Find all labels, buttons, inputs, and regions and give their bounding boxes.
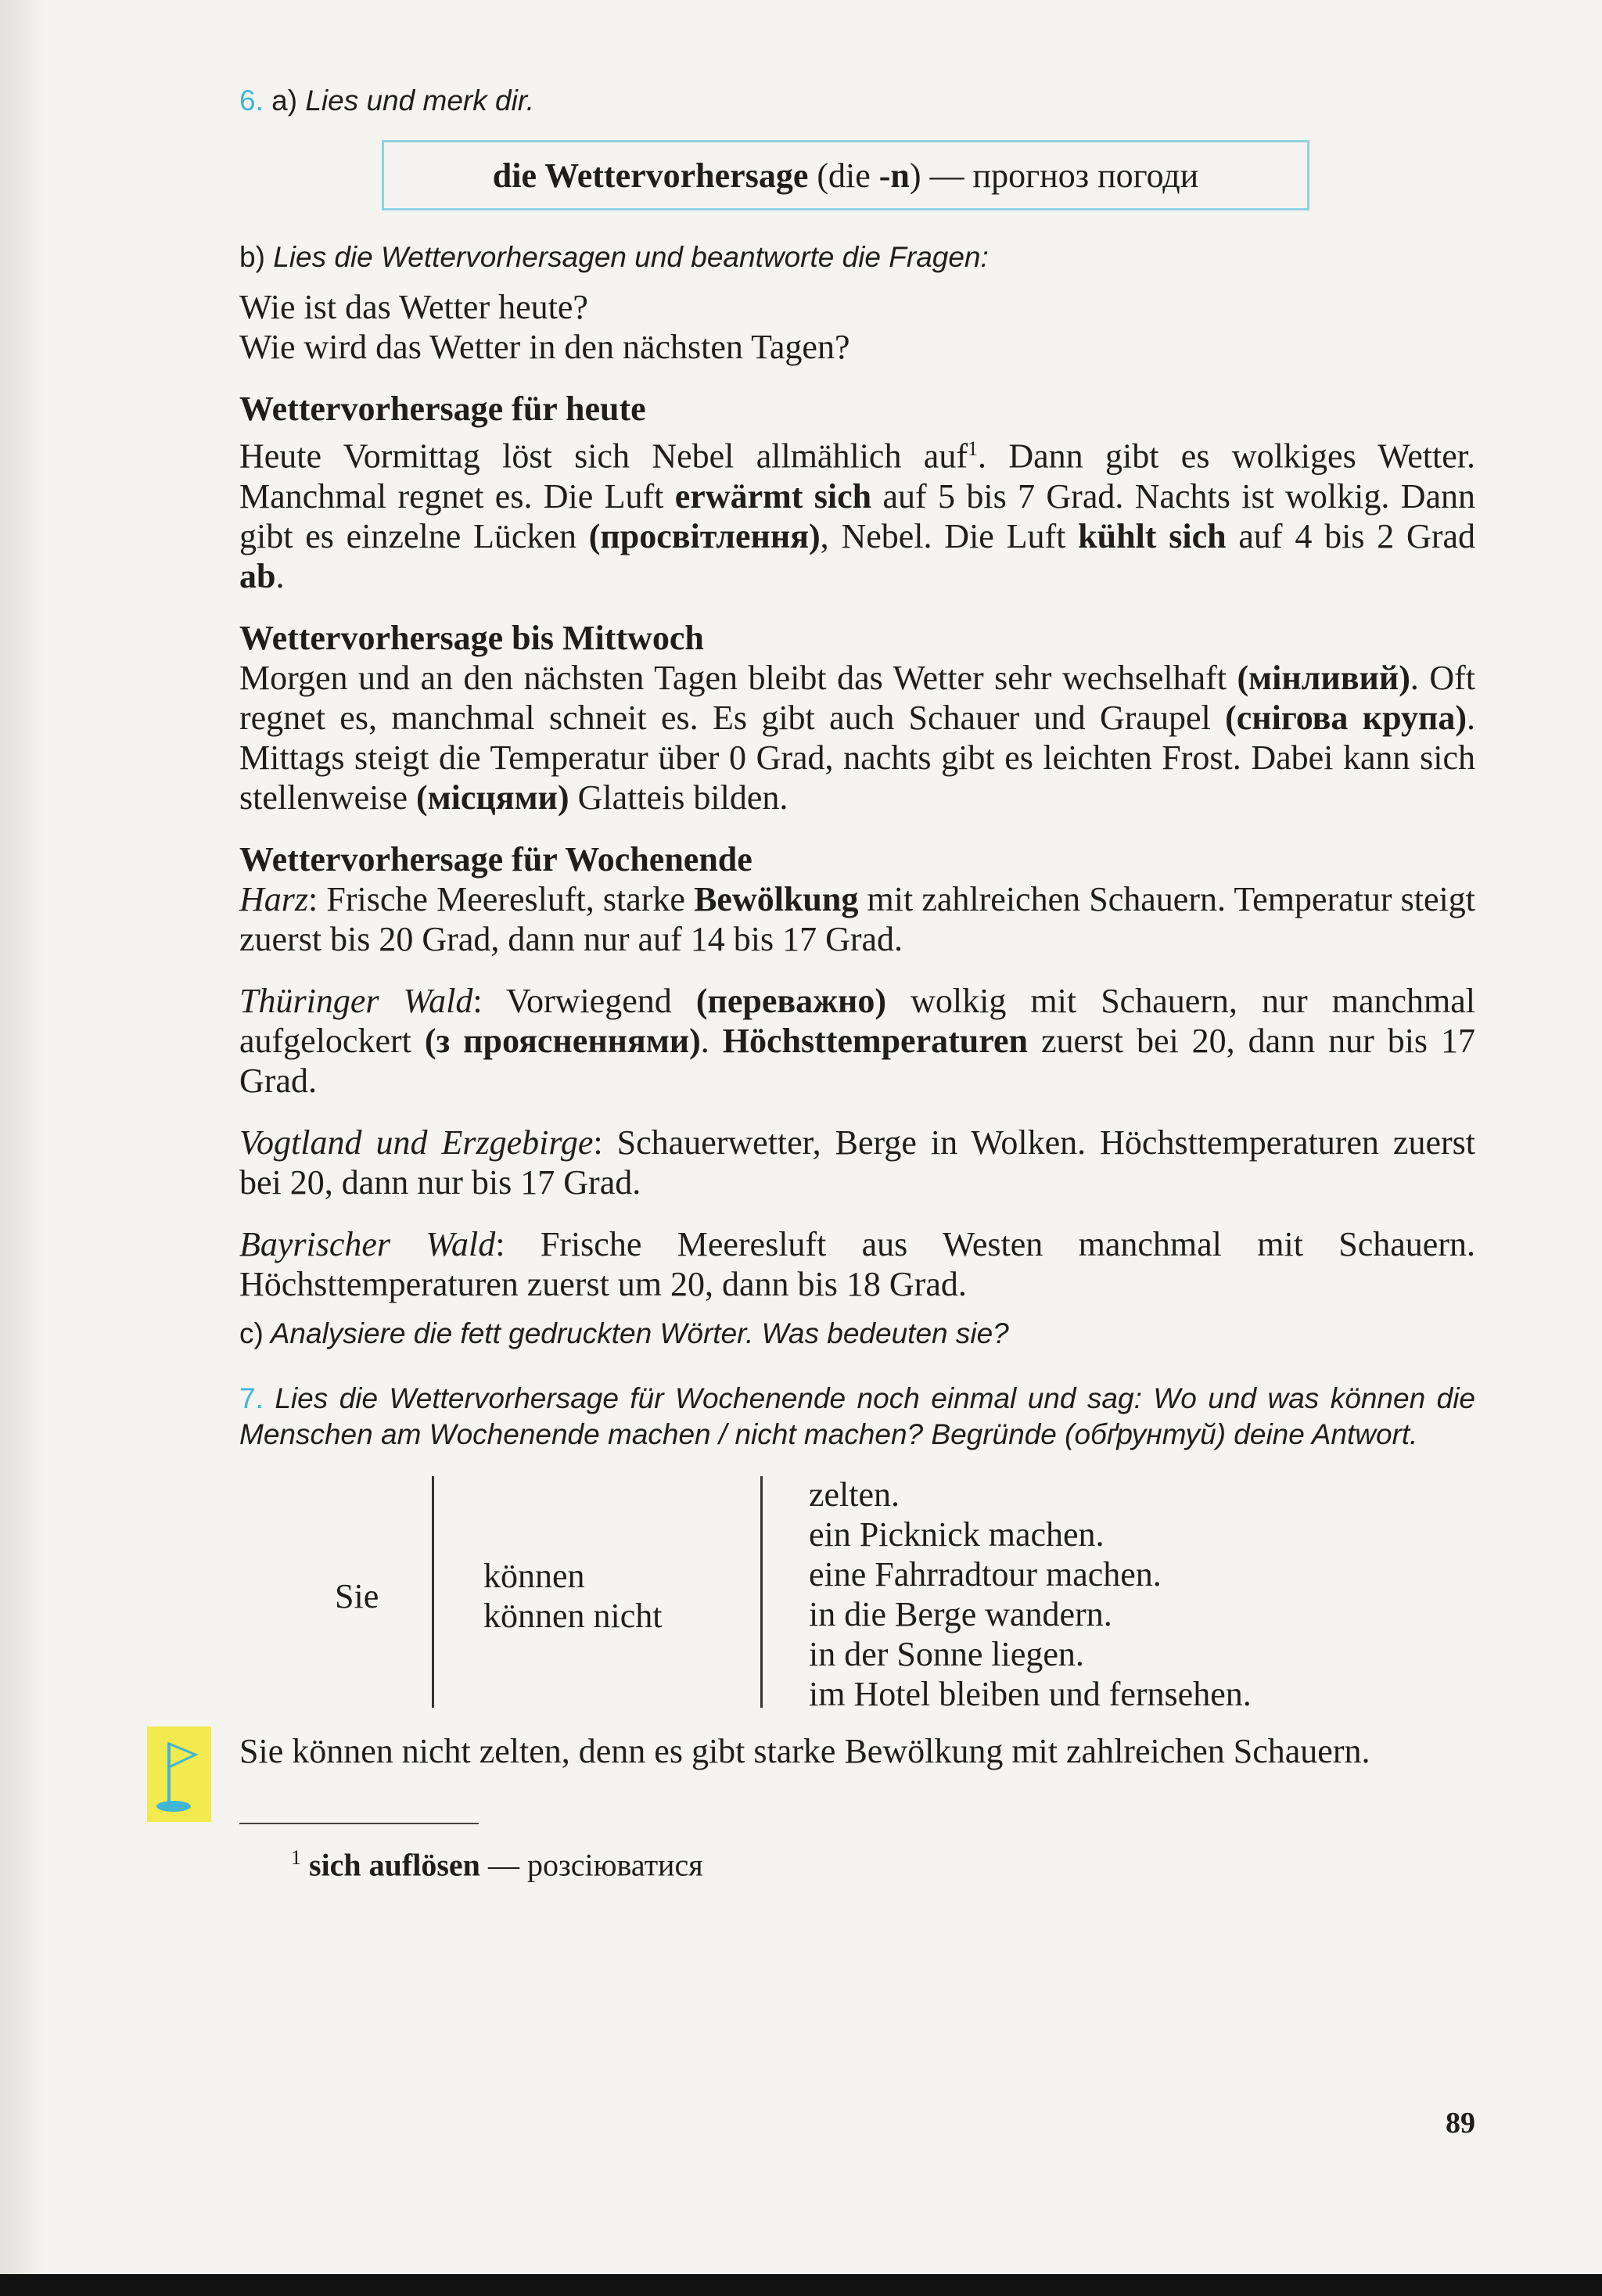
page-content <box>239 82 1475 1885</box>
table-subject: Sie <box>335 1576 379 1615</box>
bottom-border <box>0 2274 1602 2296</box>
forecast-text-today: Heute Vormittag löst sich Nebel allmählich auf$^1$. Dann gibt es wolkiges Wetter. Manchmal regnet es. Die Luft erwärmt sich auf 5 bis 7 Grad. Nachts ist wolkig. Dann gibt es einzelne Lücken (просвітлення), Nebel. Die Luft kühlt sich auf 4 bis 2 Grad ab. <box>239 437 1476 595</box>
forecast-heading-today: Wettervorhersage für heute <box>239 390 646 428</box>
instruction-text: Analysiere die fett gedruckten Wörter. Was bedeuten sie? <box>270 1317 1009 1349</box>
question-2: Wie wird das Wetter in den nächsten Tagen? <box>239 328 850 366</box>
footnote-ref: 1 <box>967 437 978 460</box>
substitution-table <box>239 1476 1475 1711</box>
page-number: 89 <box>1446 2107 1475 2140</box>
table-activity: in die Berge wandern. <box>809 1594 1112 1633</box>
forecast-heading-weekend: Wettervorhersage für Wochenende <box>239 839 753 879</box>
table-activity: eine Fahrradtour machen. <box>809 1554 1162 1594</box>
forecast-text-wednesday: Morgen und an den nächsten Tagen bleibt das Wetter sehr wechselhaft (мінливий). Oft regnet es, manchmal schneit es. Es gibt auch Schauer und Graupel (снігова крупа). Mittags steigt die Temperatur über 0 Grad, nachts gibt es leichten Frost. Dabei kann sich stellenweise (місцями) Glatteis bilden. <box>239 658 1475 817</box>
table-divider <box>432 1476 434 1708</box>
vocabulary-box: die Wettervorhersage (die -n) — прогноз погоди <box>382 140 1309 210</box>
exercise-6b-heading: b) Lies die Wettervorhersagen und beantworte die Fragen: <box>239 241 989 273</box>
table-verb: können <box>483 1556 585 1595</box>
flag-icon <box>147 1726 211 1822</box>
question-1: Wie ist das Wetter heute? <box>239 288 588 326</box>
table-activity: in der Sonne liegen. <box>809 1634 1084 1673</box>
table-verb: können nicht <box>483 1596 663 1635</box>
table-activity: ein Picknick machen. <box>809 1514 1105 1554</box>
example-sentence: Sie können nicht zelten, denn es gibt starke Bewölkung mit zahlreichen Schauern. <box>239 1731 1370 1770</box>
footnote-divider <box>239 1823 479 1824</box>
forecast-bayrischer-wald: Bayrischer Wald: Frische Meeresluft aus Westen manchmal mit Schauern. Höchsttemperaturen zuerst um 20, dann bis 18 Grad. <box>239 1224 1475 1303</box>
vocab-word: die Wettervorhersage <box>492 156 809 195</box>
table-verbs <box>483 1556 663 1636</box>
forecast-vogtland: Vogtland und Erzgebirge: Schauerwetter, Berge in Wolken. Höchsttemperaturen zuerst bei 20, dann nur bis 17 Grad. <box>239 1123 1475 1202</box>
exercise-number: 7. <box>239 1382 264 1414</box>
table-activity: im Hotel bleiben und fernsehen. <box>809 1674 1252 1713</box>
forecast-heading-wednesday: Wettervorhersage bis Mittwoch <box>239 618 704 657</box>
forecast-harz: Harz: Frische Meeresluft, starke Bewölkung mit zahlreichen Schauern. Temperatur steigt zuerst bis 20 Grad, dann nur auf 14 bis 17 Grad. <box>239 879 1475 958</box>
table-activity: zelten. <box>809 1475 900 1514</box>
instruction-text: Lies und merk dir. <box>305 84 535 117</box>
forecast-thueringer-wald: Thüringer Wald: Vorwiegend (переважно) wolkig mit Schauern, nur manchmal aufgelockert (з проясненнями). Höchsttemperaturen zuerst bei 20, dann nur bis 17 Grad. <box>239 981 1475 1100</box>
example-answer <box>239 1731 1475 1771</box>
vocab-translation: — прогноз погоди <box>921 156 1199 195</box>
footnote: $^1$ sich auflösen — розсіюватися <box>291 1845 703 1882</box>
exercise-6c-heading: c) Analysiere die fett gedruckten Wörter. Was bedeuten sie? <box>239 1317 1009 1349</box>
exercise-6a-heading: 6. a) Lies und merk dir. <box>239 84 535 117</box>
page-edge-shadow <box>0 0 47 2296</box>
table-divider <box>760 1476 763 1708</box>
instruction-text: Lies die Wettervorhersagen und beantworte die Fragen: <box>273 241 989 273</box>
exercise-number: 6. <box>239 84 264 117</box>
exercise-7-instruction: 7. Lies die Wettervorhersage für Wochenende noch einmal und sag: Wo und was können die Menschen am Wochenende machen / nicht machen? Begründe (обґрунтуй) deine Antwort. <box>239 1382 1476 1450</box>
table-activities <box>809 1475 1252 1714</box>
